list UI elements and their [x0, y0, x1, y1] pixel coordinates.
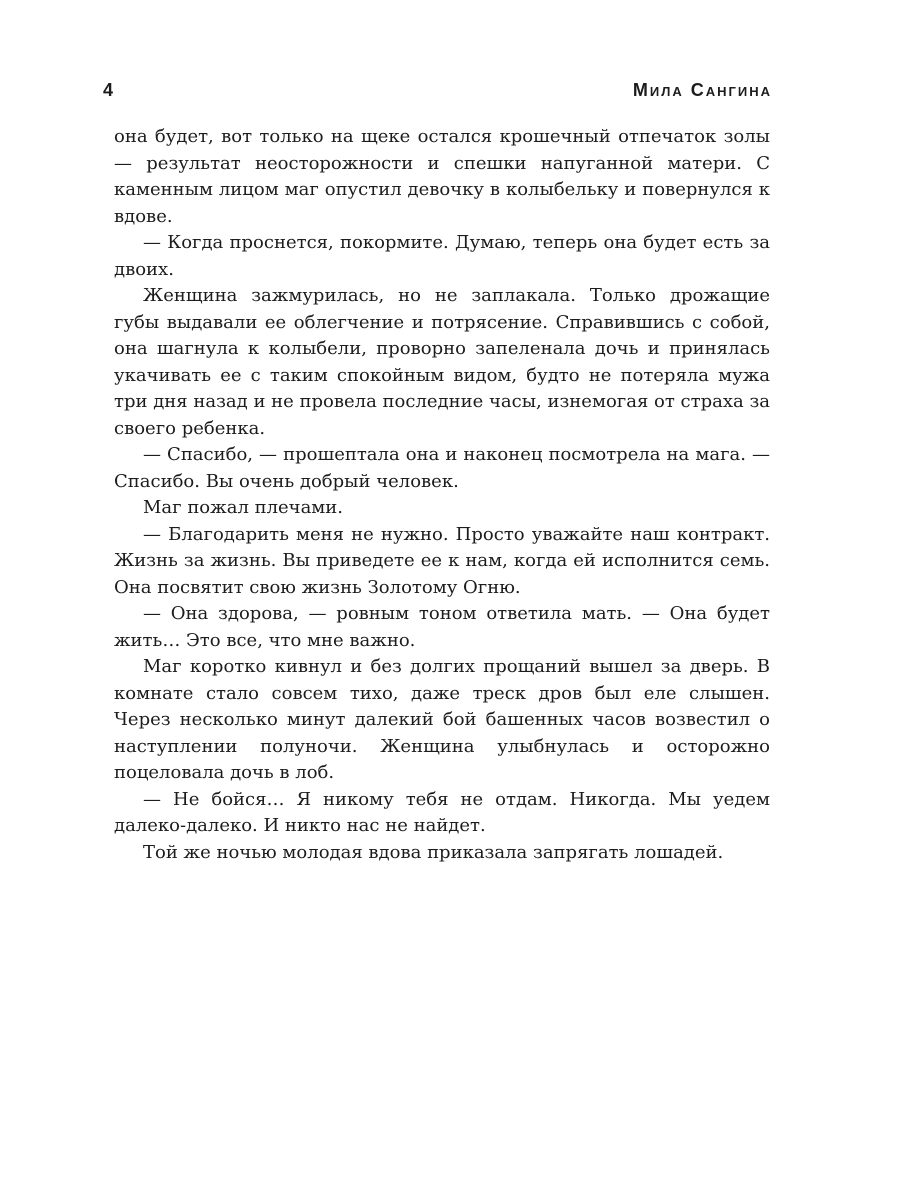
paragraph: — Благодарить меня не нужно. Просто уважайте наш контракт. Жизнь за жизнь. Вы приведете ее к нам, когда ей исполнится семь. Она посвятит свою жизнь Золотому Огню.: [114, 523, 770, 598]
running-head-author: Мила Сангина: [632, 80, 772, 100]
paragraph: она будет, вот только на щеке остался крошечный отпечаток золы — результат неосторожности и спешки напуганной матери. С каменным лицом маг опустил девочку в колыбельку и повернулся к вдове.: [114, 126, 770, 227]
body-text: [114, 124, 770, 866]
paragraph: Маг пожал плечами.: [143, 497, 344, 518]
paragraph: — Она здорова, — ровным тоном ответила мать. — Она будет жить… Это все, что мне важно.: [114, 603, 770, 651]
paragraph: — Когда проснется, покормите. Думаю, теперь она будет есть за двоих.: [114, 232, 770, 280]
paragraph: Той же ночью молодая вдова приказала запрягать лошадей.: [143, 841, 724, 863]
page-number: 4: [103, 80, 114, 100]
paragraph: — Спасибо, — прошептала она и наконец посмотрела на мага. — Спасибо. Вы очень добрый человек.: [114, 444, 770, 492]
paragraph: Маг коротко кивнул и без долгих прощаний вышел за дверь. В комнате стало совсем тихо, даже треск дров был еле слышен. Через несколько минут далекий бой башенных часов возвестил о наступлении полуночи. Женщина улыбнулась и осторожно поцеловала дочь в лоб.: [114, 656, 770, 783]
paragraph: — Не бойся… Я никому тебя не отдам. Никогда. Мы уедем далеко-далеко. И никто нас не найдет.: [114, 788, 770, 836]
paragraph: Женщина зажмурилась, но не заплакала. Только дрожащие губы выдавали ее облегчение и потрясение. Справившись с собой, она шагнула к колыбели, проворно запеленала дочь и принялась укачивать ее с таким спокойным видом, будто не потеряла мужа три дня назад и не провела последние часы, изнемогая от страха за своего ребенка.: [114, 285, 770, 439]
